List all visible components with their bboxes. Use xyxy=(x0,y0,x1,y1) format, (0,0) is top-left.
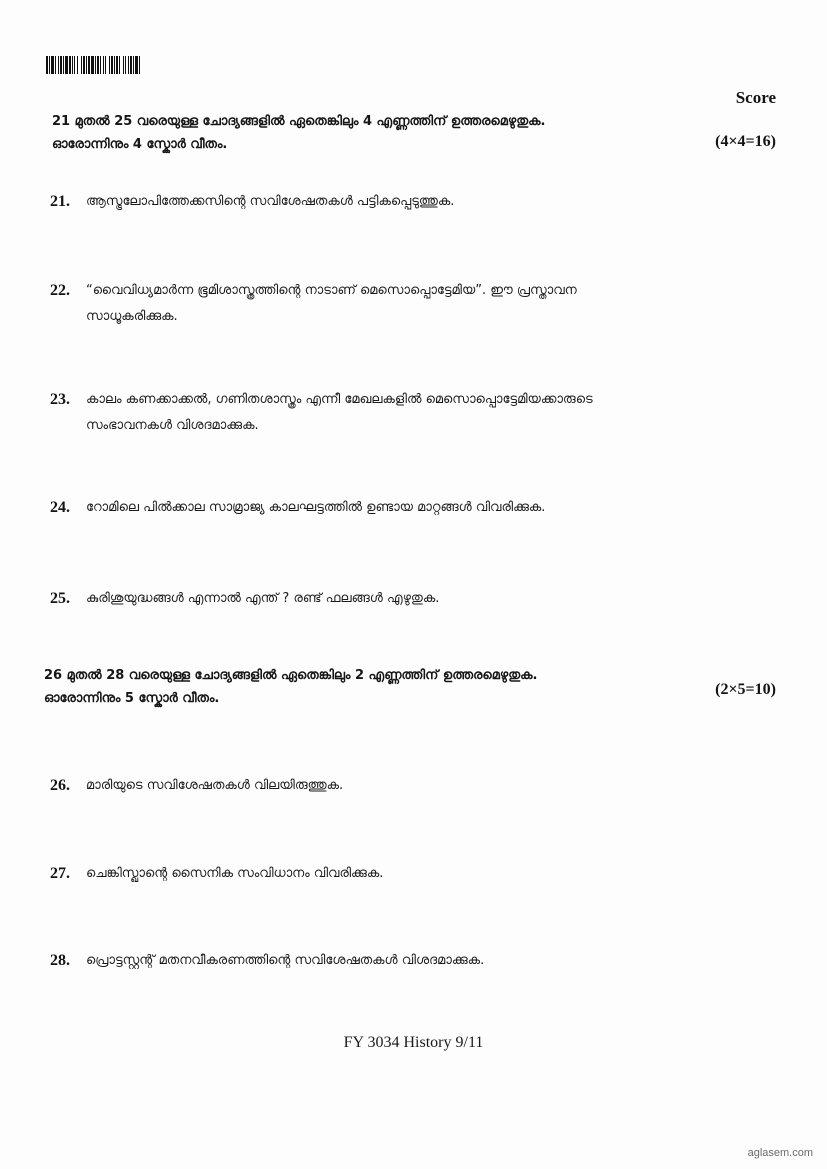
question-22 xyxy=(50,278,770,330)
question-line: കുരിശുയുദ്ധങ്ങൾ എന്നാൽ എന്ത് ? രണ്ട് ഫലങ്ങൾ എഴുതുക. xyxy=(86,591,440,606)
question-number: 21. xyxy=(50,193,70,210)
question-23 xyxy=(50,387,770,439)
question-text xyxy=(86,189,454,215)
question-number: 25. xyxy=(50,590,70,607)
question-28 xyxy=(50,948,770,974)
question-line: സാധൂകരിക്കുക. xyxy=(86,309,178,324)
question-line: ആസ്ട്രലോപിത്തേക്കസിന്റെ സവിശേഷതകൾ പട്ടികപ്പെടുത്തുക. xyxy=(86,194,455,209)
barcode-icon xyxy=(46,56,186,74)
question-24 xyxy=(50,495,770,521)
section1-instruction-line2: ഓരോന്നിനും 4 സ്കോർ വീതം. xyxy=(52,137,228,152)
section1-instruction-line1: 21 മുതൽ 25 വരെയുള്ള ചോദ്യങ്ങളിൽ ഏതെങ്കിലും 4 എണ്ണത്തിന് ഉത്തരമെഴുതുക. xyxy=(52,114,546,129)
section1-instruction xyxy=(52,110,546,156)
question-26 xyxy=(50,773,770,799)
barcode-stripe xyxy=(140,56,142,74)
question-line: പ്രൊട്ടസ്റ്റന്റ് മതനവീകരണത്തിന്റെ സവിശേഷതകൾ വിശദമാക്കുക. xyxy=(86,953,485,968)
question-text xyxy=(86,861,383,887)
question-line: “വൈവിധ്യമാർന്ന ഭൂമിശാസ്ത്രത്തിന്റെ നാടാണ് മെസൊപ്പൊട്ടേമിയ”. ഈ പ്രസ്താവന xyxy=(86,283,577,298)
question-number: 28. xyxy=(50,952,70,969)
section2-instruction xyxy=(44,664,538,710)
question-line: റോമിലെ പിൽക്കാല സാമ്രാജ്യ കാലഘട്ടത്തിൽ ഉണ്ടായ മാറ്റങ്ങൾ വിവരിക്കുക. xyxy=(86,500,546,515)
watermark: aglasem.com xyxy=(747,1147,813,1159)
question-number: 22. xyxy=(50,282,70,299)
question-number: 26. xyxy=(50,777,70,794)
question-number: 23. xyxy=(50,391,70,408)
question-text xyxy=(86,278,577,330)
section2-instruction-line2: ഓരോന്നിനും 5 സ്കോർ വീതം. xyxy=(44,691,220,706)
question-27 xyxy=(50,861,770,887)
question-text xyxy=(86,586,439,612)
question-21 xyxy=(50,189,770,215)
question-number: 27. xyxy=(50,865,70,882)
question-25 xyxy=(50,586,770,612)
section1-marks: (4×4=16) xyxy=(715,133,776,150)
question-number: 24. xyxy=(50,499,70,516)
question-text xyxy=(86,495,545,521)
section2-marks: (2×5=10) xyxy=(715,681,776,698)
page-footer: FY 3034 History 9/11 xyxy=(343,1034,484,1051)
question-text xyxy=(86,387,593,439)
question-text xyxy=(86,773,343,799)
question-line: ചെങ്കിസ്ഖാന്റെ സൈനിക സംവിധാനം വിവരിക്കുക. xyxy=(86,866,384,881)
question-text xyxy=(86,948,484,974)
question-line: സംഭാവനകൾ വിശദമാക്കുക. xyxy=(86,418,259,433)
question-line: മാരിയുടെ സവിശേഷതകൾ വിലയിരുത്തുക. xyxy=(86,778,344,793)
question-line: കാലം കണക്കാക്കൽ, ഗണിതശാസ്ത്രം എന്നീ മേഖലകളിൽ മെസൊപ്പൊട്ടേമിയക്കാരുടെ xyxy=(86,392,593,407)
score-heading: Score xyxy=(735,88,776,107)
section2-instruction-line1: 26 മുതൽ 28 വരെയുള്ള ചോദ്യങ്ങളിൽ ഏതെങ്കിലും 2 എണ്ണത്തിന് ഉത്തരമെഴുതുക. xyxy=(44,668,538,683)
